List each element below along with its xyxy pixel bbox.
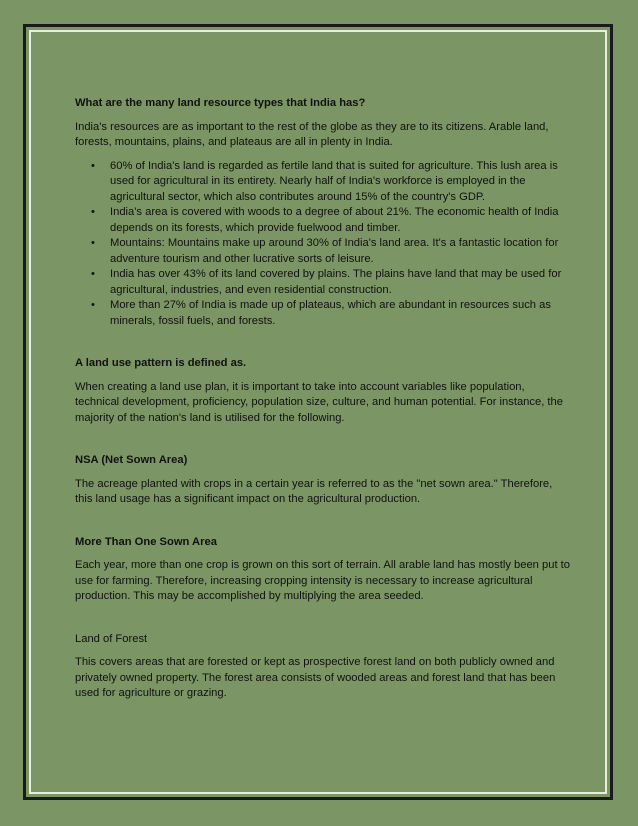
bullet-icon: • xyxy=(91,268,95,280)
list-item-text: More than 27% of India is made up of plateaus, which are abundant in resources such as minerals, fossil fuels, and forests. xyxy=(110,299,551,327)
bullet-list xyxy=(75,159,570,330)
section-paragraph: India's resources are as important to the rest of the globe as they are to its citizens. Arable land, forests, mountains, plains, and plateaus are all in plenty in India. xyxy=(75,120,549,148)
section-net-sown-area xyxy=(75,453,570,508)
list-item xyxy=(91,236,570,267)
list-item xyxy=(91,205,570,236)
bullet-icon: • xyxy=(91,159,95,172)
section-heading: More Than One Sown Area xyxy=(75,535,217,548)
list-item xyxy=(91,267,570,298)
section-paragraph: When creating a land use plan, it is important to take into account variables like population, technical development, proficiency, population size, culture, and human potential. For instance, the majority of the nation's land is utilised for the following. xyxy=(75,380,563,424)
list-item xyxy=(91,159,570,206)
list-item-text: Mountains: Mountains make up around 30% of India's land area. It's a fantastic location for adventure tourism and other lucrative sorts of leisure. xyxy=(110,237,559,265)
bullet-icon: • xyxy=(91,206,95,218)
list-item-text: India has over 43% of its land covered by plains. The plains have land that may be used for agricultural, industries, and even residential construction. xyxy=(110,268,562,296)
section-heading: A land use pattern is defined as. xyxy=(75,357,247,369)
document-content xyxy=(75,96,570,729)
section-land-use-pattern xyxy=(75,356,570,426)
section-land-resources xyxy=(75,96,570,329)
section-heading: NSA (Net Sown Area) xyxy=(75,454,188,466)
bullet-icon: • xyxy=(91,299,95,311)
list-item xyxy=(91,298,570,329)
section-paragraph: The acreage planted with crops in a certain year is referred to as the "net sown area." Therefore, this land usage has a significant impact on the agricultural production. xyxy=(75,477,553,505)
section-heading: Land of Forest xyxy=(75,632,148,645)
section-paragraph: Each year, more than one crop is grown on this sort of terrain. All arable land has mostly been put to use for farming. Therefore, increasing cropping intensity is necessary to increase agricultural production. This may be accomplished by multiplying the area seeded. xyxy=(75,559,571,602)
section-more-than-one-sown-area xyxy=(75,535,570,605)
bullet-icon: • xyxy=(91,237,95,249)
section-land-of-forest xyxy=(75,632,570,702)
list-item-text: India's area is covered with woods to a degree of about 21%. The economic health of India depends on its forests, which provide fuelwood and timber. xyxy=(110,206,559,234)
list-item-text: 60% of India's land is regarded as fertile land that is suited for agriculture. This lush area is used for agricultural in its entirety. Nearly half of India's workforce is employed in the agricultural sector, which also contributes around 15% of the country's GDP. xyxy=(110,159,558,203)
section-paragraph: This covers areas that are forested or kept as prospective forest land on both publicly owned and privately owned property. The forest area consists of wooded areas and forest land that has been used for agriculture or grazing. xyxy=(75,656,556,699)
section-heading: What are the many land resource types that India has? xyxy=(75,97,366,109)
